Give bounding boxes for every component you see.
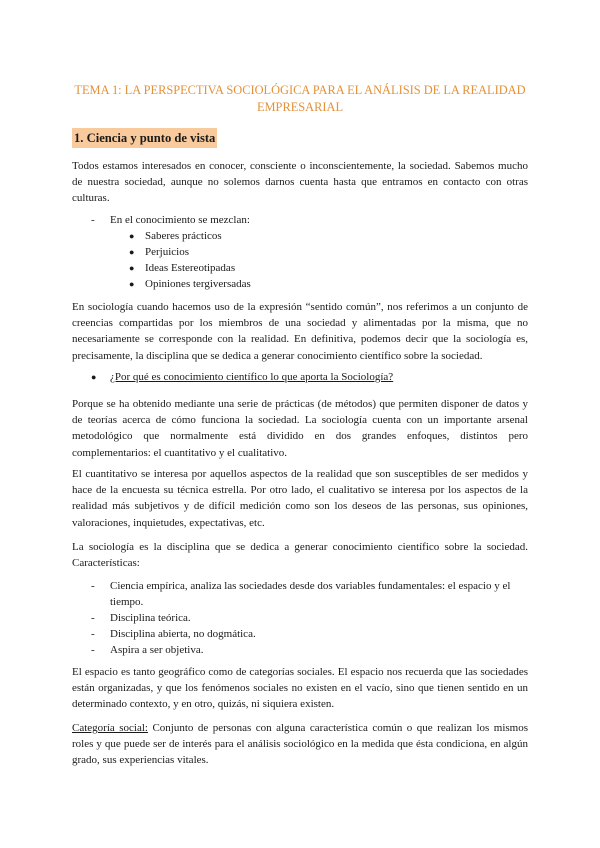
paragraph-quantitative: El cuantitativo se interesa por aquellos aspectos de la realidad que son susceptibles de ser medidos y hace de la encuesta su técnica estrella. Por otro lado, el cualitativo se interesa por los aspectos de la realidad más subjetivos y de difícil medición como son los deseos de las personas, sus opiniones, valoraciones, inquietudes, expectativas, etc. [72, 468, 528, 529]
dash-marker: - [91, 214, 95, 226]
question-heading: ¿Por qué es conocimiento científico lo que aporta la Sociología? [110, 371, 394, 383]
paragraph-definition: La sociología es la disciplina que se dedica a generar conocimiento científico sobre la sociedad. Características: [72, 541, 528, 570]
paragraph-space: El espacio es tanto geográfico como de categorías sociales. El espacio nos recuerda que las sociedades están organizadas, y que los fenómenos sociales no existen en el vacío, sino que tienen sentido en un determinado contexto, y en otro, quizás, ni siquiera existen. [72, 666, 528, 711]
list-item: Perjuicios [145, 246, 189, 258]
document-title: TEMA 1: LA PERSPECTIVA SOCIOLÓGICA PARA EL ANÁLISIS DE LA REALIDAD EMPRESARIAL [74, 83, 526, 114]
list-item: Disciplina abierta, no dogmática. [110, 628, 256, 640]
list-item: Saberes prácticos [145, 230, 222, 242]
list-intro: En el conocimiento se mezclan: [110, 214, 250, 226]
definition-social-category: Conjunto de personas con alguna característica común o que realizan los mismos roles y que puede ser de interés para el análisis sociológico en la medida que ésta condiciona, en algún grado, sus experiencias vitales. [72, 722, 528, 767]
paragraph-common-sense: En sociología cuando hacemos uso de la expresión “sentido común”, nos referimos a un conjunto de creencias compartidas por los miembros de una sociedad y alimentadas por la misma, que no necesariamente se corresponde con la realidad. En definitiva, podemos decir que la sociología es, precisamente, la disciplina que se dedica a generar conocimiento científico sobre la sociedad. [72, 301, 528, 362]
list-item: Opiniones tergiversadas [145, 278, 251, 290]
term-social-category: Categoría social: [72, 722, 148, 734]
bullet-icon: ● [91, 372, 97, 382]
paragraph-intro: Todos estamos interesados en conocer, consciente o inconscientemente, la sociedad. Sabemos mucho de nuestra sociedad, aunque no solemos darnos cuenta hasta que entramos en contacto con otras culturas. [72, 160, 528, 205]
bullet-icon: ● [129, 247, 135, 257]
bullet-icon: ● [129, 263, 135, 273]
paragraph-methods: Porque se ha obtenido mediante una serie de prácticas (de métodos) que permiten disponer de datos y de teorías acerca de cómo funciona la sociedad. La sociología cuenta con un importante arsenal metodológico que normalmente está dividido en dos grandes enfoques, distintos pero complementarios: el cuantitativo y el cualitativo. [72, 398, 528, 459]
bullet-icon: ● [129, 231, 135, 241]
dash-marker: - [91, 580, 95, 592]
dash-marker: - [91, 612, 95, 624]
list-item: Aspira a ser objetiva. [110, 644, 204, 656]
section-heading: 1. Ciencia y punto de vista [72, 128, 217, 148]
dash-marker: - [91, 628, 95, 640]
dash-marker: - [91, 644, 95, 656]
list-item: Ideas Estereotipadas [145, 262, 236, 274]
list-item: Disciplina teórica. [110, 612, 191, 624]
paragraph-social-category [72, 720, 528, 769]
list-item: Ciencia empírica, analiza las sociedades desde dos variables fundamentales: el espacio y el tiempo. [110, 580, 511, 609]
bullet-icon: ● [129, 279, 135, 289]
